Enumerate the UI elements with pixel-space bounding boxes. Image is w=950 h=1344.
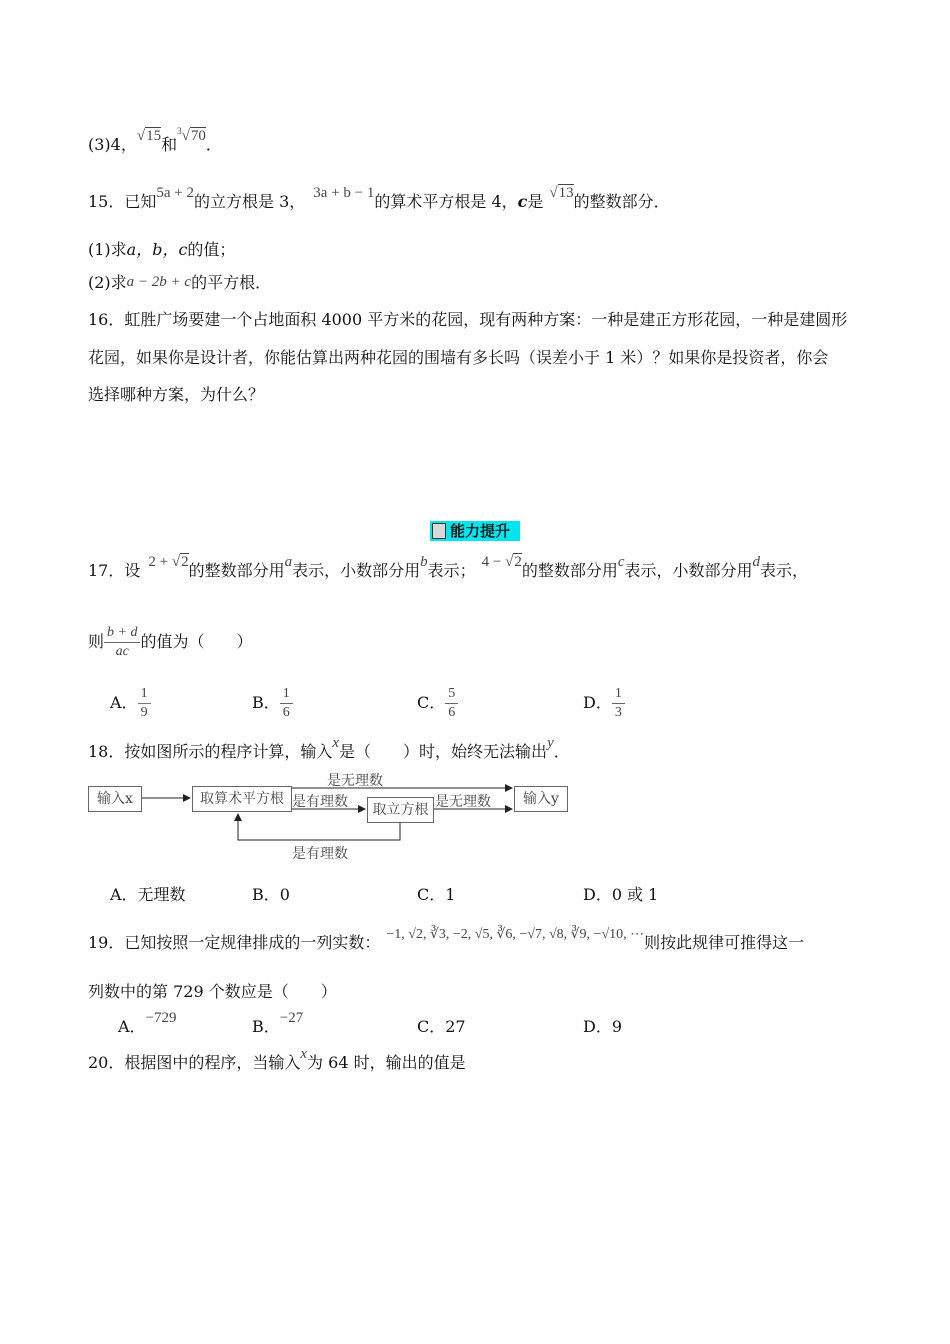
q17-option-a[interactable]: A． $\frac{1}{9}$: [110, 683, 151, 723]
q15-stem: 15．已知5a + 2的立方根是 3， 3a + b − 1的算术平方根是 4，c是 √13的整数部分．: [88, 185, 670, 211]
sqrt-15: 15: [146, 128, 162, 144]
header-box-icon: [432, 523, 446, 539]
q19-option-a[interactable]: A．−729: [118, 1010, 177, 1036]
q17-option-c[interactable]: C． $\frac{5}{6}$: [417, 683, 458, 723]
q17-option-d[interactable]: D． $\frac{1}{3}$: [583, 683, 625, 723]
q19-stem: 19．已知按照一定规律排成的一列实数： −1, √2, ∛3, −2, √5, ∛6, −√7, √8, ∛9, −√10, ⋯则按此规律可推得这一: [88, 927, 805, 952]
cbrt-70: 70: [190, 128, 206, 144]
flow-label-irr-mid: 是无理数: [435, 794, 491, 810]
q15-part2: (2)求a − 2b + c的平方根．: [88, 273, 272, 292]
expr-5a-2: 5a + 2: [156, 185, 194, 201]
q17-stem: 17．设 2 + √2的整数部分用a表示，小数部分用b表示； 4 − √2的整数部分用c表示，小数部分用d表示，: [88, 554, 809, 580]
q19-sequence: −1, √2, ∛3, −2, √5, ∛6, −√7, √8, ∛9, −√10, ⋯: [386, 927, 645, 942]
q19-option-b[interactable]: B．−27: [252, 1010, 304, 1036]
q16-line2: 花园，如果你是设计者，你能估算出两种花园的围墙有多长吗（误差小于 1 米）？如果你是投资者，你会: [88, 348, 829, 367]
expr-a-2b-c: a − 2b + c: [126, 274, 192, 290]
q18-option-c[interactable]: C．1: [417, 885, 456, 904]
flow-cube-box: 取立方根: [367, 797, 434, 823]
flow-label-irr-top: 是无理数: [327, 773, 383, 789]
q19-stem-line2: 列数中的第 729 个数应是（ ）: [88, 982, 337, 1001]
q17-question: 则 $\frac{b + d}{ac}$ 的值为（ ）: [88, 625, 253, 659]
q20-stem: 20．根据图中的程序，当输入x为 64 时，输出的值是: [88, 1046, 466, 1072]
arrow-sqrt-to-output: [290, 788, 512, 791]
frac-bd-over-ac: $\frac{b + d}{ac}$: [104, 625, 140, 660]
flow-label-rat-bottom: 是有理数: [292, 846, 348, 862]
section-title: 能力提升: [430, 521, 520, 541]
flow-sqrt-box: 取算术平方根: [192, 786, 292, 812]
flow-label-rat-mid: 是有理数: [292, 794, 348, 810]
q15-part1: (1)求a，b，c的值；: [88, 240, 236, 259]
flow-input-box: 输入x: [88, 786, 142, 812]
q19-option-d[interactable]: D．9: [583, 1017, 623, 1036]
sqrt-13: 13: [558, 185, 574, 201]
expr-3a-b-1: 3a + b − 1: [313, 185, 375, 201]
q17-option-b[interactable]: B． $\frac{1}{6}$: [252, 683, 293, 723]
q18-option-b[interactable]: B．0: [252, 885, 290, 904]
q14-part3: (3)4，√15和$^3$√70．: [88, 126, 222, 154]
q18-option-d[interactable]: D．0 或 1: [583, 885, 659, 904]
q16-line3: 选择哪种方案，为什么？: [88, 385, 265, 404]
arrow-cube-loop-back: [238, 814, 400, 840]
q16-line1: 16．虹胜广场要建一个占地面积 4000 平方米的花园，现有两种方案：一种是建正方形花园，一种是建圆形: [88, 310, 848, 329]
q18-option-a[interactable]: A．无理数: [110, 885, 186, 904]
q18-stem: 18．按如图所示的程序计算，输入x是（ ）时，始终无法输出y．: [88, 735, 570, 761]
q19-option-c[interactable]: C．27: [417, 1017, 466, 1036]
flow-output-box: 输入y: [514, 786, 568, 812]
